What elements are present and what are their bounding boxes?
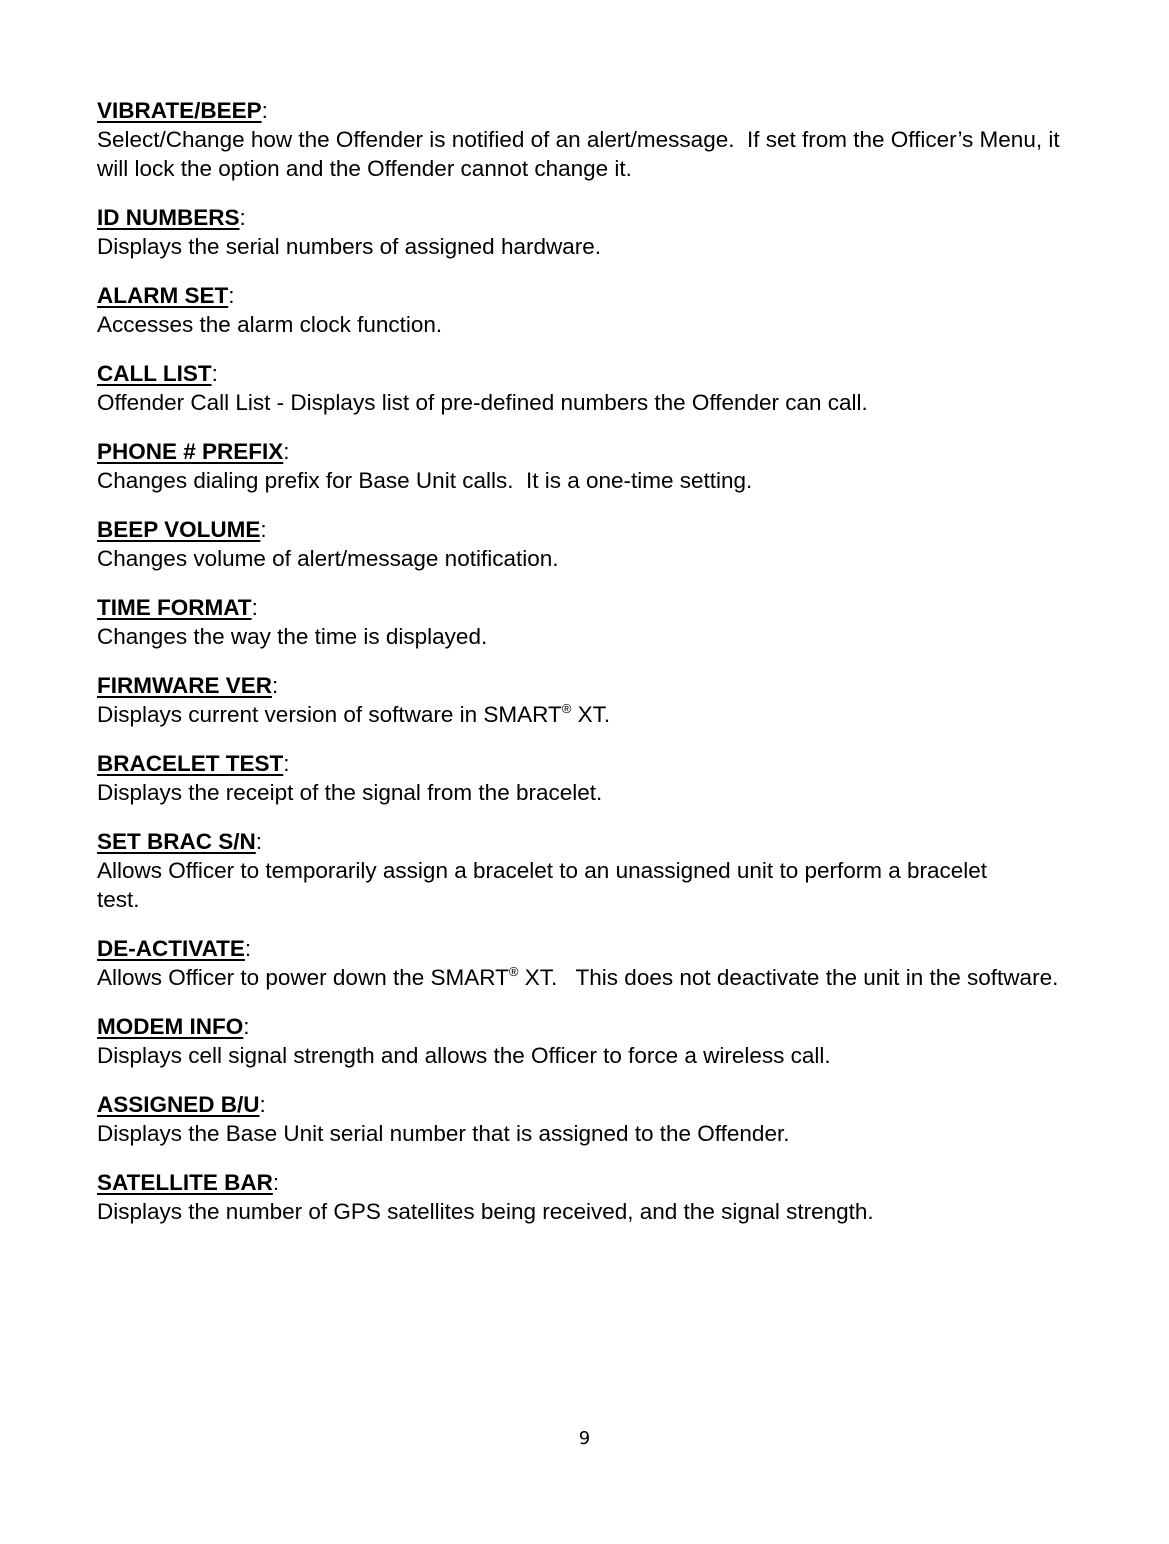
entry-heading: PHONE # PREFIX bbox=[97, 439, 284, 464]
entry-description: Changes volume of alert/message notification. bbox=[97, 546, 559, 571]
page-number: 9 bbox=[578, 1428, 591, 1449]
heading-colon: : bbox=[251, 595, 258, 620]
heading-colon: : bbox=[283, 439, 290, 464]
entry-description: Displays the Base Unit serial number that is assigned to the Offender. bbox=[97, 1121, 790, 1146]
entry-beep-volume bbox=[97, 515, 1087, 573]
registered-mark: ® bbox=[508, 964, 519, 979]
entry-bracelet-test bbox=[97, 749, 1087, 807]
entry-description: Changes the way the time is displayed. bbox=[97, 624, 488, 649]
entry-satellite-bar bbox=[97, 1168, 1087, 1226]
entry-heading: CALL LIST bbox=[97, 361, 212, 386]
entry-heading: SET BRAC S/N bbox=[97, 829, 256, 854]
entry-heading: TIME FORMAT bbox=[97, 595, 252, 620]
entry-heading: VIBRATE/BEEP bbox=[97, 98, 262, 123]
entry-call-list bbox=[97, 359, 1087, 417]
entry-heading: FIRMWARE VER bbox=[97, 673, 273, 698]
description-text: XT. bbox=[571, 702, 611, 727]
heading-colon: : bbox=[211, 361, 218, 386]
heading-colon: : bbox=[255, 829, 263, 854]
entry-firmware-ver bbox=[97, 671, 1087, 729]
description-text: XT. This does not deactivate the unit in the software. bbox=[518, 965, 1059, 990]
entry-description: Displays the number of GPS satellites being received, and the signal strength. bbox=[97, 1199, 874, 1224]
document-body bbox=[97, 96, 1087, 1246]
entry-heading: DE-ACTIVATE bbox=[97, 936, 245, 961]
heading-colon: : bbox=[243, 1014, 250, 1039]
entry-id-numbers bbox=[97, 203, 1087, 261]
heading-colon: : bbox=[261, 98, 268, 123]
entry-alarm-set bbox=[97, 281, 1087, 339]
entry-description: Displays the receipt of the signal from the bracelet. bbox=[97, 780, 603, 805]
entry-description: Offender Call List - Displays list of pre-defined numbers the Offender can call. bbox=[97, 390, 868, 415]
registered-mark: ® bbox=[561, 701, 572, 716]
entry-heading: MODEM INFO bbox=[97, 1014, 244, 1039]
entry-description: Changes dialing prefix for Base Unit calls. It is a one-time setting. bbox=[97, 468, 753, 493]
entry-time-format bbox=[97, 593, 1087, 651]
heading-colon: : bbox=[272, 673, 279, 698]
entry-description: Allows Officer to temporarily assign a bracelet to an unassigned unit to perform a bracelet test. bbox=[97, 858, 994, 912]
entry-assigned-bu bbox=[97, 1090, 1087, 1148]
entry-description bbox=[97, 700, 1087, 729]
entry-heading: ID NUMBERS bbox=[97, 205, 240, 230]
entry-description: Displays cell signal strength and allows the Officer to force a wireless call. bbox=[97, 1043, 831, 1068]
entry-modem-info bbox=[97, 1012, 1087, 1070]
entry-heading: SATELLITE BAR bbox=[97, 1170, 273, 1195]
entry-heading: ALARM SET bbox=[97, 283, 229, 308]
heading-colon: : bbox=[228, 283, 235, 308]
entry-heading: ASSIGNED B/U bbox=[97, 1092, 260, 1117]
description-text: Allows Officer to power down the SMART bbox=[97, 965, 509, 990]
entry-description: Accesses the alarm clock function. bbox=[97, 312, 443, 337]
entry-description: Select/Change how the Offender is notified of an alert/message. If set from the Officer’s Menu, it will lock the option and the Offender cannot change it. bbox=[97, 127, 1066, 181]
description-text: Displays current version of software in SMART bbox=[97, 702, 562, 727]
entry-description bbox=[97, 963, 1087, 992]
entry-heading: BEEP VOLUME bbox=[97, 517, 261, 542]
entry-phone-prefix bbox=[97, 437, 1087, 495]
heading-colon: : bbox=[283, 751, 290, 776]
entry-description: Displays the serial numbers of assigned hardware. bbox=[97, 234, 601, 259]
heading-colon: : bbox=[239, 205, 246, 230]
heading-colon: : bbox=[244, 936, 252, 961]
heading-colon: : bbox=[272, 1170, 280, 1195]
heading-colon: : bbox=[259, 1092, 266, 1117]
heading-colon: : bbox=[260, 517, 267, 542]
entry-vibrate-beep bbox=[97, 96, 1087, 183]
entry-set-brac-sn bbox=[97, 827, 1087, 914]
entry-heading: BRACELET TEST bbox=[97, 751, 284, 776]
entry-de-activate bbox=[97, 934, 1087, 992]
